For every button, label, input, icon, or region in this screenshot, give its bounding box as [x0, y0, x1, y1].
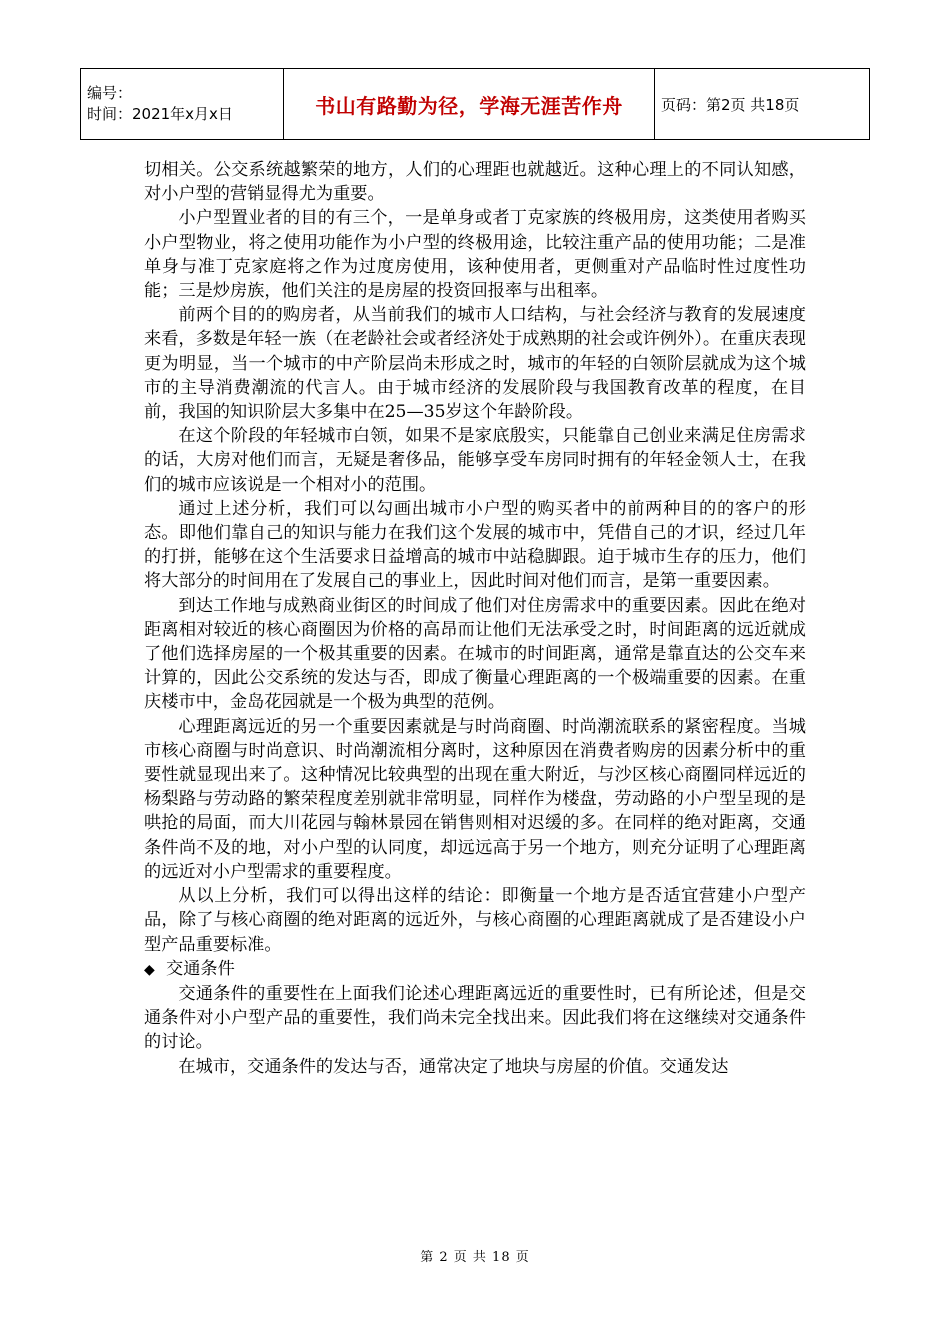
paragraph: 在城市，交通条件的发达与否，通常决定了地块与房屋的价值。交通发达	[178, 1056, 729, 1077]
paragraph: 从以上分析，我们可以得出这样的结论：即衡量一个地方是否适宜营建小户型产品，除了与核心商圈的绝对距离的远近外，与核心商圈的心理距离就成了是否建设小户型产品重要标准。	[144, 886, 806, 955]
paragraph: 小户型置业者的目的有三个，一是单身或者丁克家族的终极用房，这类使用者购买小户型物业，将之使用功能作为小户型的终极用途，比较注重产品的使用功能；二是准单身与准丁克家庭将之作为过度房使用，该种使用者，更侧重对产品临时性过度性功能；三是炒房族，他们关注的是房屋的投资回报率与出租率。	[144, 208, 806, 302]
header-page-label: 页码：第2页 共18页	[655, 69, 870, 140]
diamond-bullet-icon: ◆	[144, 961, 155, 978]
document-time-label: 时间：2021年x月x日	[87, 105, 233, 123]
paragraph: 切相关。公交系统越繁荣的地方，人们的心理距也就越近。这种心理上的不同认知感，对小户型的营销显得尤为重要。	[144, 160, 806, 205]
paragraph: 前两个目的的购房者，从当前我们的城市人口结构，与社会经济与教育的发展速度来看，多数是年轻一族（在老龄社会或者经济处于成熟期的社会或许例外）。在重庆表现更为明显，当一个城市的中产阶层尚未形成之时，城市的年轻的白领阶层就成为这个城市的主导消费潮流的代言人。由于城市经济的发展阶段与我国教育改革的程度，在目前，我国的知识阶层大多集中在25—35岁这个年龄阶段。	[144, 305, 806, 423]
paragraph: 在这个阶段的年轻城市白领，如果不是家底殷实，只能靠自己创业来满足住房需求的话，大房对他们而言，无疑是奢侈品，能够享受车房同时拥有的年轻金领人士，在我们的城市应该说是一个相对小的范围。	[144, 426, 806, 495]
page-footer	[0, 1246, 950, 1265]
document-body	[144, 158, 806, 1079]
document-header	[80, 68, 870, 140]
header-meta	[81, 69, 284, 140]
section-heading-text: 交通条件	[166, 958, 235, 979]
paragraph: 到达工作地与成熟商业街区的时间成了他们对住房需求中的重要因素。因此在绝对距离相对较近的核心商圈因为价格的高昂而让他们无法承受之时，时间距离的远近就成了他们选择房屋的一个极其重要的因素。在城市的时间距离，通常是靠直达的公交车来计算的，因此公交系统的发达与否，即成了衡量心理距离的一个极端重要的因素。在重庆楼市中，金岛花园就是一个极为典型的范例。	[144, 595, 806, 713]
paragraph: 交通条件的重要性在上面我们论述心理距离远近的重要性时，已有所论述，但是交通条件对小户型产品的重要性，我们尚未完全找出来。因此我们将在这继续对交通条件的讨论。	[144, 983, 806, 1053]
footer-page-number: 第 2 页 共 18 页	[420, 1250, 530, 1265]
section-heading-traffic	[144, 957, 806, 982]
document-number-label: 编号：	[87, 84, 133, 102]
paragraph: 心理距离远近的另一个重要因素就是与时尚商圈、时尚潮流联系的紧密程度。当城市核心商圈与时尚意识、时尚潮流相分离时，这种原因在消费者购房的因素分析中的重要性就显现出来了。这种情况比较典型的出现在重大附近，与沙区核心商圈同样远近的杨梨路与劳动路的繁荣程度差别就非常明显，同样作为楼盘，劳动路的小户型呈现的是哄抢的局面，而大川花园与翰林景园在销售则相对迟缓的多。在同样的绝对距离，交通条件尚不及的地，对小户型的认同度，却远远高于另一个地方，则充分证明了心理距离的远近对小户型需求的重要程度。	[144, 716, 806, 882]
header-motto: 书山有路勤为径，学海无涯苦作舟	[284, 69, 655, 140]
paragraph: 通过上述分析，我们可以勾画出城市小户型的购买者中的前两种目的的客户的形态。即他们靠自己的知识与能力在我们这个发展的城市中，凭借自己的才识，经过几年的打拼，能够在这个生活要求日益增高的城市中站稳脚跟。迫于城市生存的压力，他们将大部分的时间用在了发展自己的事业上，因此时间对他们而言，是第一重要因素。	[144, 498, 806, 592]
